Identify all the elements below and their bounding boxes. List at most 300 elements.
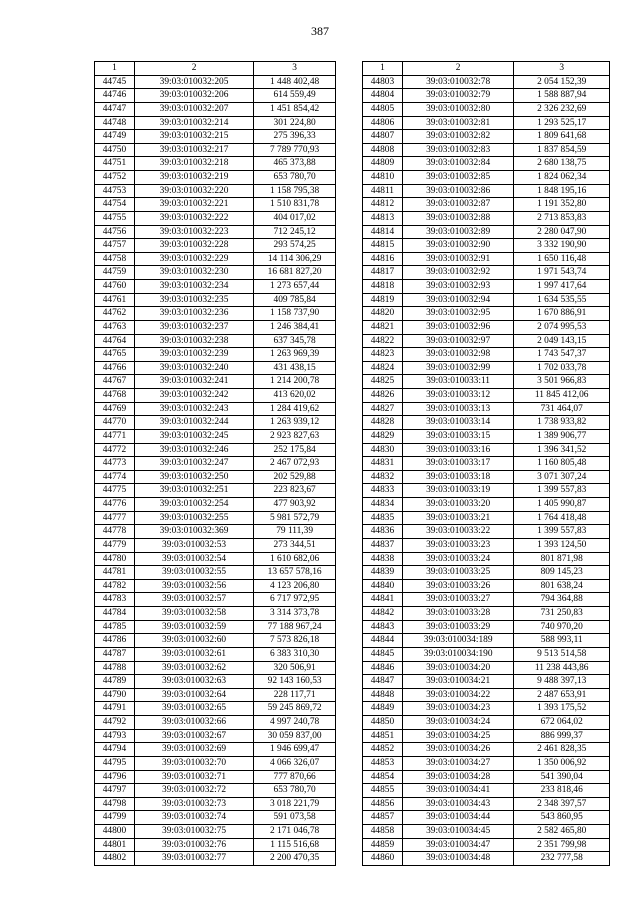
- cadastral-number-cell: 39:03:010032:221: [134, 198, 253, 212]
- table-row: [363, 620, 610, 634]
- cadastral-number-cell: 39:03:010032:251: [134, 484, 253, 498]
- row-number-cell: 44774: [95, 470, 135, 484]
- value-cell: 740 970,20: [514, 620, 610, 634]
- row-number-cell: 44771: [95, 429, 135, 443]
- row-number-cell: 44811: [363, 184, 403, 198]
- table-row: [95, 239, 336, 253]
- row-number-cell: 44824: [363, 361, 403, 375]
- value-cell: 2 049 143,15: [514, 334, 610, 348]
- value-cell: 3 332 190,90: [514, 239, 610, 253]
- cadastral-number-cell: 39:03:010032:91: [402, 252, 514, 266]
- table-row: [95, 579, 336, 593]
- value-cell: 801 871,98: [514, 552, 610, 566]
- cadastral-number-cell: 39:03:010034:44: [402, 811, 514, 825]
- cadastral-number-cell: 39:03:010032:76: [134, 838, 253, 852]
- table-row: [95, 552, 336, 566]
- row-number-cell: 44805: [363, 102, 403, 116]
- table-row: [95, 825, 336, 839]
- cadastral-number-cell: 39:03:010033:12: [402, 389, 514, 403]
- table-row: [95, 89, 336, 103]
- table-row: [363, 211, 610, 225]
- cadastral-number-cell: 39:03:010032:230: [134, 266, 253, 280]
- value-cell: 794 364,88: [514, 593, 610, 607]
- cadastral-number-cell: 39:03:010032:80: [402, 102, 514, 116]
- header-row: [363, 62, 610, 76]
- value-cell: 13 657 578,16: [254, 566, 336, 580]
- row-number-cell: 44770: [95, 416, 135, 430]
- table-row: [95, 484, 336, 498]
- value-cell: 5 981 572,79: [254, 511, 336, 525]
- cadastral-number-cell: 39:03:010032:79: [402, 89, 514, 103]
- row-number-cell: 44860: [363, 852, 403, 866]
- table-row: [95, 470, 336, 484]
- value-cell: 2 351 799,98: [514, 838, 610, 852]
- table-row: [363, 607, 610, 621]
- row-number-cell: 44827: [363, 402, 403, 416]
- table-row: [363, 102, 610, 116]
- value-cell: 809 145,23: [514, 566, 610, 580]
- value-cell: 2 461 828,35: [514, 743, 610, 757]
- row-number-cell: 44822: [363, 334, 403, 348]
- row-number-cell: 44830: [363, 443, 403, 457]
- cadastral-number-cell: 39:03:010032:83: [402, 143, 514, 157]
- row-number-cell: 44812: [363, 198, 403, 212]
- row-number-cell: 44815: [363, 239, 403, 253]
- cadastral-number-cell: 39:03:010032:82: [402, 130, 514, 144]
- cadastral-number-cell: 39:03:010032:77: [134, 852, 253, 866]
- table-row: [363, 770, 610, 784]
- table-row: [363, 157, 610, 171]
- cadastral-number-cell: 39:03:010032:214: [134, 116, 253, 130]
- table-row: [95, 143, 336, 157]
- cadastral-number-cell: 39:03:010032:229: [134, 252, 253, 266]
- cadastral-number-cell: 39:03:010034:22: [402, 688, 514, 702]
- value-cell: 1 115 516,68: [254, 838, 336, 852]
- table-row: [363, 171, 610, 185]
- value-cell: 320 506,91: [254, 661, 336, 675]
- value-cell: 1 393 124,50: [514, 538, 610, 552]
- row-number-cell: 44823: [363, 348, 403, 362]
- table-row: [363, 252, 610, 266]
- row-number-cell: 44779: [95, 538, 135, 552]
- value-cell: 273 344,51: [254, 538, 336, 552]
- table-row: [95, 130, 336, 144]
- row-number-cell: 44752: [95, 171, 135, 185]
- value-cell: 591 073,58: [254, 811, 336, 825]
- table-row: [363, 797, 610, 811]
- cadastral-number-cell: 39:03:010032:85: [402, 171, 514, 185]
- table-row: [363, 320, 610, 334]
- table-row: [363, 566, 610, 580]
- value-cell: 1 350 006,92: [514, 756, 610, 770]
- value-cell: 202 529,88: [254, 470, 336, 484]
- row-number-cell: 44795: [95, 756, 135, 770]
- value-cell: 233 818,46: [514, 784, 610, 798]
- row-number-cell: 44786: [95, 634, 135, 648]
- row-number-cell: 44810: [363, 171, 403, 185]
- cadastral-number-cell: 39:03:010033:14: [402, 416, 514, 430]
- table-row: [363, 130, 610, 144]
- table-row: [95, 293, 336, 307]
- cadastral-number-cell: 39:03:010032:245: [134, 429, 253, 443]
- table-row: [363, 525, 610, 539]
- value-cell: 712 245,12: [254, 225, 336, 239]
- cadastral-number-cell: 39:03:010033:13: [402, 402, 514, 416]
- row-number-cell: 44806: [363, 116, 403, 130]
- cadastral-number-cell: 39:03:010034:189: [402, 634, 514, 648]
- cadastral-number-cell: 39:03:010034:23: [402, 702, 514, 716]
- value-cell: 1 389 906,77: [514, 429, 610, 443]
- cadastral-number-cell: 39:03:010032:65: [134, 702, 253, 716]
- row-number-cell: 44797: [95, 784, 135, 798]
- table-row: [363, 198, 610, 212]
- value-cell: 1 670 886,91: [514, 307, 610, 321]
- row-number-cell: 44793: [95, 729, 135, 743]
- cadastral-number-cell: 39:03:010032:72: [134, 784, 253, 798]
- table-row: [363, 552, 610, 566]
- table-row: [95, 634, 336, 648]
- row-number-cell: 44807: [363, 130, 403, 144]
- table-row: [95, 729, 336, 743]
- table-row: [95, 320, 336, 334]
- table-row: [95, 784, 336, 798]
- row-number-cell: 44783: [95, 593, 135, 607]
- value-cell: 293 574,25: [254, 239, 336, 253]
- row-number-cell: 44838: [363, 552, 403, 566]
- cadastral-number-cell: 39:03:010032:369: [134, 525, 253, 539]
- value-cell: 3 018 221,79: [254, 797, 336, 811]
- cadastral-number-cell: 39:03:010033:22: [402, 525, 514, 539]
- table-row: [363, 293, 610, 307]
- table-row: [363, 756, 610, 770]
- value-cell: 2 348 397,57: [514, 797, 610, 811]
- cadastral-number-cell: 39:03:010032:97: [402, 334, 514, 348]
- row-number-cell: 44749: [95, 130, 135, 144]
- table-row: [95, 566, 336, 580]
- cadastral-number-cell: 39:03:010032:56: [134, 579, 253, 593]
- row-number-cell: 44747: [95, 102, 135, 116]
- table-row: [95, 538, 336, 552]
- row-number-cell: 44776: [95, 498, 135, 512]
- table-row: [363, 402, 610, 416]
- cadastral-number-cell: 39:03:010032:244: [134, 416, 253, 430]
- value-cell: 614 559,49: [254, 89, 336, 103]
- table-row: [363, 702, 610, 716]
- value-cell: 275 396,33: [254, 130, 336, 144]
- cadastral-number-cell: 39:03:010032:84: [402, 157, 514, 171]
- cadastral-number-cell: 39:03:010033:24: [402, 552, 514, 566]
- left-data-table: [94, 61, 336, 866]
- value-cell: 11 238 443,86: [514, 661, 610, 675]
- value-cell: 2 467 072,93: [254, 457, 336, 471]
- value-cell: 1 837 854,59: [514, 143, 610, 157]
- value-cell: 301 224,80: [254, 116, 336, 130]
- header-row: [95, 62, 336, 76]
- value-cell: 252 175,84: [254, 443, 336, 457]
- row-number-cell: 44772: [95, 443, 135, 457]
- cadastral-number-cell: 39:03:010032:240: [134, 361, 253, 375]
- row-number-cell: 44763: [95, 320, 135, 334]
- row-number-cell: 44798: [95, 797, 135, 811]
- row-number-cell: 44820: [363, 307, 403, 321]
- cadastral-number-cell: 39:03:010034:43: [402, 797, 514, 811]
- table-row: [95, 797, 336, 811]
- cadastral-number-cell: 39:03:010033:21: [402, 511, 514, 525]
- table-row: [95, 620, 336, 634]
- cadastral-number-cell: 39:03:010032:238: [134, 334, 253, 348]
- table-row: [363, 661, 610, 675]
- column-header: 2: [402, 62, 514, 76]
- cadastral-number-cell: 39:03:010032:218: [134, 157, 253, 171]
- value-cell: 14 114 306,29: [254, 252, 336, 266]
- row-number-cell: 44781: [95, 566, 135, 580]
- cadastral-number-cell: 39:03:010032:60: [134, 634, 253, 648]
- value-cell: 6 717 972,95: [254, 593, 336, 607]
- row-number-cell: 44841: [363, 593, 403, 607]
- row-number-cell: 44750: [95, 143, 135, 157]
- table-row: [95, 184, 336, 198]
- table-row: [363, 498, 610, 512]
- row-number-cell: 44844: [363, 634, 403, 648]
- row-number-cell: 44826: [363, 389, 403, 403]
- table-row: [363, 225, 610, 239]
- table-row: [95, 443, 336, 457]
- cadastral-number-cell: 39:03:010032:242: [134, 389, 253, 403]
- row-number-cell: 44856: [363, 797, 403, 811]
- row-number-cell: 44814: [363, 225, 403, 239]
- cadastral-number-cell: 39:03:010032:81: [402, 116, 514, 130]
- value-cell: 16 681 827,20: [254, 266, 336, 280]
- row-number-cell: 44832: [363, 470, 403, 484]
- table-row: [363, 743, 610, 757]
- cadastral-number-cell: 39:03:010032:250: [134, 470, 253, 484]
- value-cell: 3 071 307,24: [514, 470, 610, 484]
- row-number-cell: 44775: [95, 484, 135, 498]
- value-cell: 4 997 240,78: [254, 716, 336, 730]
- row-number-cell: 44760: [95, 280, 135, 294]
- table-row: [95, 198, 336, 212]
- row-number-cell: 44787: [95, 647, 135, 661]
- cadastral-number-cell: 39:03:010032:62: [134, 661, 253, 675]
- row-number-cell: 44785: [95, 620, 135, 634]
- cadastral-number-cell: 39:03:010032:75: [134, 825, 253, 839]
- table-row: [95, 743, 336, 757]
- cadastral-number-cell: 39:03:010033:23: [402, 538, 514, 552]
- table-row: [95, 688, 336, 702]
- row-number-cell: 44784: [95, 607, 135, 621]
- value-cell: 2 280 047,90: [514, 225, 610, 239]
- table-row: [363, 307, 610, 321]
- cadastral-number-cell: 39:03:010032:254: [134, 498, 253, 512]
- value-cell: 1 971 543,74: [514, 266, 610, 280]
- table-row: [363, 511, 610, 525]
- row-number-cell: 44794: [95, 743, 135, 757]
- cadastral-number-cell: 39:03:010032:53: [134, 538, 253, 552]
- cadastral-number-cell: 39:03:010032:220: [134, 184, 253, 198]
- cadastral-number-cell: 39:03:010034:45: [402, 825, 514, 839]
- table-row: [95, 429, 336, 443]
- row-number-cell: 44803: [363, 75, 403, 89]
- table-row: [95, 770, 336, 784]
- row-number-cell: 44748: [95, 116, 135, 130]
- table-row: [95, 375, 336, 389]
- table-row: [363, 429, 610, 443]
- row-number-cell: 44837: [363, 538, 403, 552]
- value-cell: 1 743 547,37: [514, 348, 610, 362]
- page-number: 387: [311, 24, 329, 38]
- row-number-cell: 44828: [363, 416, 403, 430]
- value-cell: 1 158 737,90: [254, 307, 336, 321]
- cadastral-number-cell: 39:03:010034:190: [402, 647, 514, 661]
- table-row: [95, 252, 336, 266]
- table-row: [363, 811, 610, 825]
- value-cell: 886 999,37: [514, 729, 610, 743]
- row-number-cell: 44839: [363, 566, 403, 580]
- cadastral-number-cell: 39:03:010032:92: [402, 266, 514, 280]
- cadastral-number-cell: 39:03:010032:87: [402, 198, 514, 212]
- cadastral-number-cell: 39:03:010034:24: [402, 716, 514, 730]
- row-number-cell: 44847: [363, 675, 403, 689]
- table-row: [95, 716, 336, 730]
- table-row: [363, 361, 610, 375]
- cadastral-number-cell: 39:03:010032:205: [134, 75, 253, 89]
- cadastral-number-cell: 39:03:010032:222: [134, 211, 253, 225]
- table-row: [95, 211, 336, 225]
- cadastral-number-cell: 39:03:010034:28: [402, 770, 514, 784]
- cadastral-number-cell: 39:03:010032:86: [402, 184, 514, 198]
- table-row: [363, 729, 610, 743]
- cadastral-number-cell: 39:03:010032:99: [402, 361, 514, 375]
- table-row: [95, 266, 336, 280]
- right-data-table: [362, 61, 610, 866]
- value-cell: 1 997 417,64: [514, 280, 610, 294]
- row-number-cell: 44831: [363, 457, 403, 471]
- table-row: [95, 607, 336, 621]
- table-row: [95, 416, 336, 430]
- value-cell: 1 284 419,62: [254, 402, 336, 416]
- value-cell: 1 510 831,78: [254, 198, 336, 212]
- row-number-cell: 44751: [95, 157, 135, 171]
- row-number-cell: 44761: [95, 293, 135, 307]
- cadastral-number-cell: 39:03:010032:95: [402, 307, 514, 321]
- value-cell: 2 074 995,53: [514, 320, 610, 334]
- table-row: [95, 171, 336, 185]
- cadastral-number-cell: 39:03:010032:247: [134, 457, 253, 471]
- row-number-cell: 44780: [95, 552, 135, 566]
- row-number-cell: 44754: [95, 198, 135, 212]
- table-row: [363, 716, 610, 730]
- value-cell: 1 848 195,16: [514, 184, 610, 198]
- cadastral-number-cell: 39:03:010032:59: [134, 620, 253, 634]
- table-row: [95, 157, 336, 171]
- value-cell: 4 123 206,80: [254, 579, 336, 593]
- value-cell: 1 160 805,48: [514, 457, 610, 471]
- row-number-cell: 44777: [95, 511, 135, 525]
- cadastral-number-cell: 39:03:010032:237: [134, 320, 253, 334]
- row-number-cell: 44768: [95, 389, 135, 403]
- cadastral-number-cell: 39:03:010032:54: [134, 552, 253, 566]
- cadastral-number-cell: 39:03:010032:64: [134, 688, 253, 702]
- value-cell: 92 143 160,53: [254, 675, 336, 689]
- value-cell: 2 713 853,83: [514, 211, 610, 225]
- table-row: [363, 852, 610, 866]
- cadastral-number-cell: 39:03:010034:47: [402, 838, 514, 852]
- row-number-cell: 44854: [363, 770, 403, 784]
- cadastral-number-cell: 39:03:010032:93: [402, 280, 514, 294]
- cadastral-number-cell: 39:03:010033:16: [402, 443, 514, 457]
- cadastral-number-cell: 39:03:010034:25: [402, 729, 514, 743]
- cadastral-number-cell: 39:03:010034:20: [402, 661, 514, 675]
- value-cell: 1 263 939,12: [254, 416, 336, 430]
- value-cell: 59 245 869,72: [254, 702, 336, 716]
- cadastral-number-cell: 39:03:010032:55: [134, 566, 253, 580]
- row-number-cell: 44829: [363, 429, 403, 443]
- table-row: [363, 348, 610, 362]
- row-number-cell: 44746: [95, 89, 135, 103]
- row-number-cell: 44858: [363, 825, 403, 839]
- cadastral-number-cell: 39:03:010032:219: [134, 171, 253, 185]
- column-header: 3: [254, 62, 336, 76]
- row-number-cell: 44766: [95, 361, 135, 375]
- row-number-cell: 44821: [363, 320, 403, 334]
- value-cell: 3 501 966,83: [514, 375, 610, 389]
- cadastral-number-cell: 39:03:010032:243: [134, 402, 253, 416]
- table-row: [363, 334, 610, 348]
- row-number-cell: 44801: [95, 838, 135, 852]
- cadastral-number-cell: 39:03:010032:61: [134, 647, 253, 661]
- cadastral-number-cell: 39:03:010032:207: [134, 102, 253, 116]
- cadastral-number-cell: 39:03:010034:27: [402, 756, 514, 770]
- table-row: [95, 675, 336, 689]
- value-cell: 2 326 232,69: [514, 102, 610, 116]
- value-cell: 228 117,71: [254, 688, 336, 702]
- table-row: [363, 75, 610, 89]
- value-cell: 1 214 200,78: [254, 375, 336, 389]
- value-cell: 404 017,02: [254, 211, 336, 225]
- row-number-cell: 44769: [95, 402, 135, 416]
- value-cell: 1 246 384,41: [254, 320, 336, 334]
- value-cell: 1 396 341,52: [514, 443, 610, 457]
- column-header: 3: [514, 62, 610, 76]
- table-row: [363, 647, 610, 661]
- cadastral-number-cell: 39:03:010033:18: [402, 470, 514, 484]
- table-row: [95, 348, 336, 362]
- value-cell: 1 191 352,80: [514, 198, 610, 212]
- cadastral-number-cell: 39:03:010032:98: [402, 348, 514, 362]
- table-row: [363, 675, 610, 689]
- table-row: [95, 525, 336, 539]
- value-cell: 1 650 116,48: [514, 252, 610, 266]
- table-row: [363, 266, 610, 280]
- value-cell: 1 158 795,38: [254, 184, 336, 198]
- table-row: [95, 838, 336, 852]
- row-number-cell: 44796: [95, 770, 135, 784]
- row-number-cell: 44791: [95, 702, 135, 716]
- row-number-cell: 44799: [95, 811, 135, 825]
- row-number-cell: 44850: [363, 716, 403, 730]
- table-row: [363, 825, 610, 839]
- row-number-cell: 44833: [363, 484, 403, 498]
- cadastral-number-cell: 39:03:010033:17: [402, 457, 514, 471]
- cadastral-number-cell: 39:03:010032:96: [402, 320, 514, 334]
- value-cell: 9 488 397,13: [514, 675, 610, 689]
- table-row: [95, 511, 336, 525]
- row-number-cell: 44848: [363, 688, 403, 702]
- row-number-cell: 44758: [95, 252, 135, 266]
- row-number-cell: 44800: [95, 825, 135, 839]
- value-cell: 731 250,83: [514, 607, 610, 621]
- value-cell: 9 513 514,58: [514, 647, 610, 661]
